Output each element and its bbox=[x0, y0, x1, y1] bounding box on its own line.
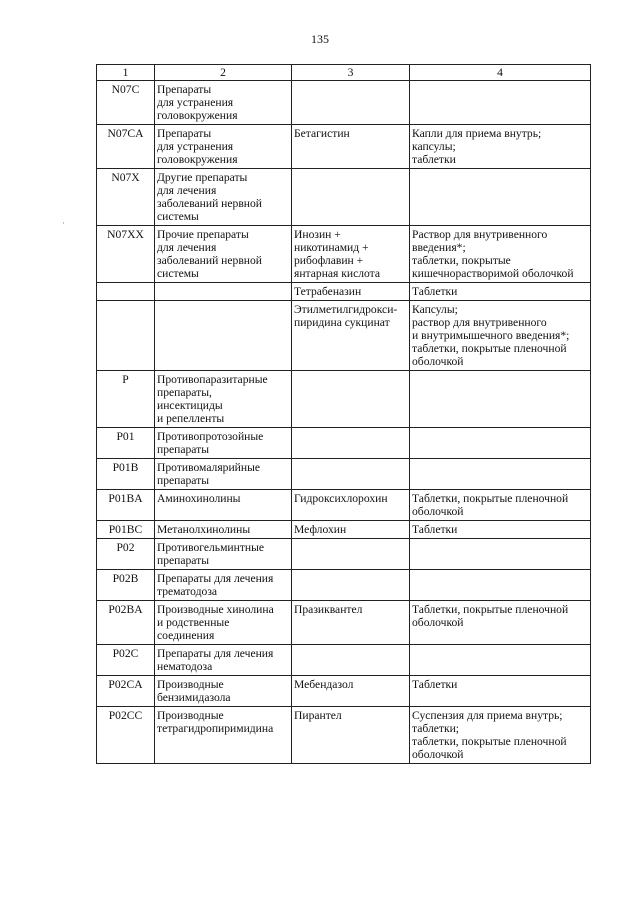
page-number: 135 bbox=[311, 32, 329, 46]
drug-name-cell bbox=[292, 539, 410, 570]
dosage-forms-line: кишечнорастворимой оболочкой bbox=[412, 267, 574, 280]
dosage-forms-line: Таблетки bbox=[412, 523, 458, 536]
table-row bbox=[97, 226, 591, 283]
group-name-cell bbox=[155, 428, 292, 459]
table-row bbox=[97, 459, 591, 490]
drug-name-cell bbox=[292, 81, 410, 125]
group-name-line: Противогельминтные bbox=[157, 541, 265, 554]
group-name-line: для лечения bbox=[157, 241, 217, 254]
group-name-line: системы bbox=[157, 210, 199, 223]
group-name-line: для устранения bbox=[157, 96, 234, 109]
group-name-line: Прочие препараты bbox=[157, 228, 249, 241]
dosage-forms-cell bbox=[410, 301, 591, 371]
group-name-line: для устранения bbox=[157, 140, 234, 153]
group-name-cell bbox=[155, 645, 292, 676]
dosage-forms-line: Таблетки bbox=[412, 285, 458, 298]
group-name-cell bbox=[155, 676, 292, 707]
atc-code-line: P02C bbox=[112, 647, 139, 660]
group-name-line: головокружения bbox=[157, 109, 238, 122]
dosage-forms-line: Таблетки bbox=[412, 678, 458, 691]
dosage-forms-line: оболочкой bbox=[412, 616, 464, 629]
table-row bbox=[97, 570, 591, 601]
dosage-forms-cell bbox=[410, 226, 591, 283]
atc-code-cell bbox=[97, 226, 155, 283]
drug-name-cell bbox=[292, 371, 410, 428]
drug-name-cell bbox=[292, 459, 410, 490]
group-name-line: препараты bbox=[157, 554, 209, 567]
header-col-3: 3 bbox=[292, 65, 410, 81]
atc-code-cell bbox=[97, 570, 155, 601]
group-name-cell bbox=[155, 283, 292, 301]
drug-name-cell bbox=[292, 707, 410, 764]
atc-code-cell bbox=[97, 428, 155, 459]
atc-code-cell bbox=[97, 169, 155, 226]
drug-name-line: никотинамид + bbox=[294, 241, 369, 254]
table-row bbox=[97, 125, 591, 169]
atc-code-cell bbox=[97, 539, 155, 570]
group-name-cell bbox=[155, 601, 292, 645]
group-name-line: головокружения bbox=[157, 153, 238, 166]
group-name-line: инсектициды bbox=[157, 399, 223, 412]
drug-name-line: Пирантел bbox=[294, 709, 342, 722]
drug-name-line: рибофлавин + bbox=[294, 254, 364, 267]
atc-code-line: P02 bbox=[116, 541, 135, 554]
drug-name-line: Тетрабеназин bbox=[294, 285, 362, 298]
table-body bbox=[97, 81, 591, 764]
group-name-cell bbox=[155, 81, 292, 125]
atc-code-line: P01BC bbox=[108, 523, 143, 536]
drug-name-line: Инозин + bbox=[294, 228, 341, 241]
dosage-forms-cell bbox=[410, 490, 591, 521]
group-name-line: Противопаразитарные bbox=[157, 373, 268, 386]
group-name-cell bbox=[155, 490, 292, 521]
drug-name-cell bbox=[292, 301, 410, 371]
drug-name-cell bbox=[292, 521, 410, 539]
drug-name-line: Празиквантел bbox=[294, 603, 363, 616]
table-row bbox=[97, 521, 591, 539]
drug-name-cell bbox=[292, 283, 410, 301]
table-row bbox=[97, 428, 591, 459]
drug-name-line: пиридина сукцинат bbox=[294, 316, 390, 329]
group-name-line: Метанолхинолины bbox=[157, 523, 251, 536]
group-name-line: нематодоза bbox=[157, 660, 213, 673]
drug-name-line: Мебендазол bbox=[294, 678, 354, 691]
dosage-forms-cell bbox=[410, 539, 591, 570]
group-name-line: и родственные bbox=[157, 616, 230, 629]
group-name-line: системы bbox=[157, 267, 199, 280]
header-col-2: 2 bbox=[155, 65, 292, 81]
group-name-cell bbox=[155, 301, 292, 371]
dosage-forms-cell bbox=[410, 707, 591, 764]
dosage-forms-line: оболочкой bbox=[412, 505, 464, 518]
drug-name-cell bbox=[292, 676, 410, 707]
group-name-cell bbox=[155, 169, 292, 226]
group-name-line: Препараты для лечения bbox=[157, 647, 274, 660]
drug-name-line: Мефлохин bbox=[294, 523, 347, 536]
table-row bbox=[97, 645, 591, 676]
atc-code-line: P01 bbox=[116, 430, 135, 443]
group-name-cell bbox=[155, 521, 292, 539]
atc-code-line: N07X bbox=[111, 171, 140, 184]
dosage-forms-line: раствор для внутривенного bbox=[412, 316, 547, 329]
group-name-line: препараты, bbox=[157, 386, 212, 399]
drug-name-cell bbox=[292, 169, 410, 226]
drug-name-cell bbox=[292, 490, 410, 521]
dosage-forms-cell bbox=[410, 169, 591, 226]
group-name-cell bbox=[155, 459, 292, 490]
group-name-cell bbox=[155, 570, 292, 601]
group-name-cell bbox=[155, 707, 292, 764]
dosage-forms-line: капсулы; bbox=[412, 140, 456, 153]
dosage-forms-line: введения*; bbox=[412, 241, 466, 254]
atc-code-line: N07CA bbox=[107, 127, 144, 140]
dosage-forms-line: Капсулы; bbox=[412, 303, 458, 316]
table-row bbox=[97, 301, 591, 371]
dosage-forms-line: таблетки, покрытые bbox=[412, 254, 511, 267]
drug-name-cell bbox=[292, 645, 410, 676]
group-name-cell bbox=[155, 371, 292, 428]
group-name-line: соединения bbox=[157, 629, 215, 642]
dosage-forms-cell bbox=[410, 125, 591, 169]
atc-code-line: N07XX bbox=[107, 228, 144, 241]
group-name-line: и репелленты bbox=[157, 412, 225, 425]
atc-code-cell bbox=[97, 371, 155, 428]
group-name-line: Производные хинолина bbox=[157, 603, 274, 616]
dosage-forms-cell bbox=[410, 428, 591, 459]
group-name-line: Препараты bbox=[157, 83, 212, 96]
dosage-forms-line: Раствор для внутривенного bbox=[412, 228, 548, 241]
group-name-cell bbox=[155, 539, 292, 570]
header-col-4: 4 bbox=[410, 65, 591, 81]
atc-code-line: P01BA bbox=[108, 492, 143, 505]
dosage-forms-line: и внутримышечного введения*; bbox=[412, 329, 570, 342]
atc-code-line: P02CC bbox=[108, 709, 143, 722]
table-row bbox=[97, 371, 591, 428]
atc-code-line: P02B bbox=[112, 572, 139, 585]
drug-name-cell bbox=[292, 601, 410, 645]
group-name-line: трематодоза bbox=[157, 585, 218, 598]
dosage-forms-cell bbox=[410, 570, 591, 601]
dosage-forms-cell bbox=[410, 371, 591, 428]
atc-code-cell bbox=[97, 676, 155, 707]
dosage-forms-line: Суспензия для приема внутрь; bbox=[412, 709, 563, 722]
atc-code-line: P01B bbox=[112, 461, 139, 474]
group-name-line: Противопротозойные bbox=[157, 430, 264, 443]
dosage-forms-cell bbox=[410, 676, 591, 707]
dosage-forms-line: оболочкой bbox=[412, 355, 464, 368]
atc-code-line: P bbox=[122, 373, 129, 386]
dosage-forms-cell bbox=[410, 283, 591, 301]
dosage-forms-line: Таблетки, покрытые пленочной bbox=[412, 492, 569, 505]
atc-code-cell bbox=[97, 459, 155, 490]
drug-name-cell bbox=[292, 570, 410, 601]
table-row bbox=[97, 676, 591, 707]
dosage-forms-line: Капли для приема внутрь; bbox=[412, 127, 542, 140]
header-col-1: 1 bbox=[97, 65, 155, 81]
group-name-line: Другие препараты bbox=[157, 171, 248, 184]
drug-name-line: Этилметилгидрокси- bbox=[294, 303, 398, 316]
drug-table bbox=[96, 64, 591, 764]
drug-name-cell bbox=[292, 428, 410, 459]
atc-code-cell bbox=[97, 645, 155, 676]
group-name-line: препараты bbox=[157, 443, 209, 456]
atc-code-cell bbox=[97, 283, 155, 301]
drug-name-cell bbox=[292, 226, 410, 283]
group-name-line: Препараты для лечения bbox=[157, 572, 274, 585]
atc-code-cell bbox=[97, 601, 155, 645]
atc-code-line: N07C bbox=[111, 83, 140, 96]
atc-code-cell bbox=[97, 125, 155, 169]
group-name-line: Производные bbox=[157, 709, 224, 722]
dosage-forms-line: оболочкой bbox=[412, 748, 464, 761]
dosage-forms-line: Таблетки, покрытые пленочной bbox=[412, 603, 569, 616]
atc-code-cell bbox=[97, 81, 155, 125]
margin-mark: · bbox=[62, 218, 65, 228]
group-name-line: тетрагидропиримидина bbox=[157, 722, 274, 735]
group-name-line: препараты bbox=[157, 474, 209, 487]
atc-code-cell bbox=[97, 521, 155, 539]
group-name-cell bbox=[155, 226, 292, 283]
header-row bbox=[97, 65, 591, 81]
table-row bbox=[97, 283, 591, 301]
group-name-line: заболеваний нервной bbox=[157, 254, 263, 267]
atc-code-cell bbox=[97, 301, 155, 371]
atc-code-cell bbox=[97, 707, 155, 764]
atc-code-cell bbox=[97, 490, 155, 521]
group-name-line: Противомалярийные bbox=[157, 461, 261, 474]
drug-name-cell bbox=[292, 125, 410, 169]
atc-code-line: P02BA bbox=[108, 603, 143, 616]
table-row bbox=[97, 490, 591, 521]
dosage-forms-cell bbox=[410, 81, 591, 125]
dosage-forms-cell bbox=[410, 459, 591, 490]
group-name-line: Производные bbox=[157, 678, 224, 691]
dosage-forms-cell bbox=[410, 601, 591, 645]
atc-code-line: P02CA bbox=[108, 678, 143, 691]
drug-name-line: янтарная кислота bbox=[294, 267, 381, 280]
group-name-line: для лечения bbox=[157, 184, 217, 197]
dosage-forms-line: таблетки bbox=[412, 153, 456, 166]
table-row bbox=[97, 707, 591, 764]
table-row bbox=[97, 81, 591, 125]
dosage-forms-line: таблетки; bbox=[412, 722, 460, 735]
group-name-line: заболеваний нервной bbox=[157, 197, 263, 210]
dosage-forms-cell bbox=[410, 645, 591, 676]
dosage-forms-line: таблетки, покрытые пленочной bbox=[412, 735, 567, 748]
group-name-line: бензимидазола bbox=[157, 691, 231, 704]
group-name-line: Препараты bbox=[157, 127, 212, 140]
table-row bbox=[97, 539, 591, 570]
table-row bbox=[97, 169, 591, 226]
dosage-forms-cell bbox=[410, 521, 591, 539]
dosage-forms-line: таблетки, покрытые пленочной bbox=[412, 342, 567, 355]
table-row bbox=[97, 601, 591, 645]
drug-name-line: Гидроксихлорохин bbox=[294, 492, 388, 505]
group-name-cell bbox=[155, 125, 292, 169]
group-name-line: Аминохинолины bbox=[157, 492, 241, 505]
drug-name-line: Бетагистин bbox=[294, 127, 350, 140]
